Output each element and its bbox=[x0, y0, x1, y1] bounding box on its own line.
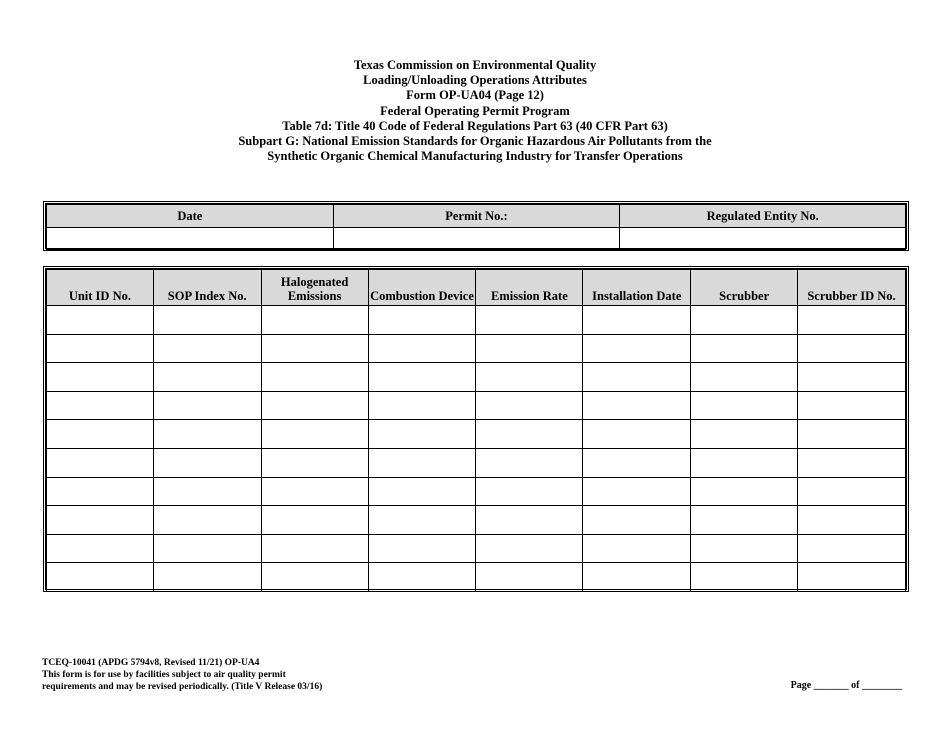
table-cell[interactable] bbox=[261, 534, 368, 563]
table-cell[interactable] bbox=[47, 534, 154, 563]
table-cell[interactable] bbox=[47, 363, 154, 392]
table-cell[interactable] bbox=[47, 563, 154, 592]
table-row bbox=[47, 534, 906, 563]
form-header bbox=[0, 58, 950, 164]
form-number: Form OP-UA04 (Page 12) bbox=[406, 88, 544, 103]
table-cell[interactable] bbox=[583, 506, 691, 535]
table-cell[interactable] bbox=[47, 334, 154, 363]
table-cell[interactable] bbox=[368, 420, 476, 449]
table-cell[interactable] bbox=[261, 420, 368, 449]
table-cell[interactable] bbox=[47, 391, 154, 420]
table-cell[interactable] bbox=[476, 448, 583, 477]
table-cell[interactable] bbox=[261, 563, 368, 592]
attributes-table bbox=[46, 269, 906, 592]
unit-id-header: Unit ID No. bbox=[47, 270, 154, 306]
table-row bbox=[47, 420, 906, 449]
table-cell[interactable] bbox=[368, 448, 476, 477]
table-cell[interactable] bbox=[153, 448, 261, 477]
permit-no-header: Permit No.: bbox=[333, 205, 620, 228]
table-cell[interactable] bbox=[476, 506, 583, 535]
table-cell[interactable] bbox=[476, 420, 583, 449]
table-cell[interactable] bbox=[476, 363, 583, 392]
table-cell[interactable] bbox=[153, 534, 261, 563]
table-cell[interactable] bbox=[261, 448, 368, 477]
table-cell[interactable] bbox=[798, 477, 906, 506]
table-cell[interactable] bbox=[583, 306, 691, 335]
table-cell[interactable] bbox=[798, 391, 906, 420]
table-cell[interactable] bbox=[798, 420, 906, 449]
table-cell[interactable] bbox=[368, 334, 476, 363]
form-id: TCEQ-10041 (APDG 5794v8, Revised 11/21) OP-UA4 bbox=[42, 658, 260, 668]
table-cell[interactable] bbox=[368, 363, 476, 392]
table-row bbox=[47, 506, 906, 535]
table-cell[interactable] bbox=[47, 477, 154, 506]
table-cell[interactable] bbox=[153, 563, 261, 592]
table-cell[interactable] bbox=[476, 306, 583, 335]
table-cell[interactable] bbox=[691, 334, 798, 363]
table-cell[interactable] bbox=[153, 477, 261, 506]
table-cell[interactable] bbox=[261, 306, 368, 335]
table-cell[interactable] bbox=[798, 334, 906, 363]
table-cell[interactable] bbox=[798, 506, 906, 535]
table-cell[interactable] bbox=[798, 306, 906, 335]
table-cell[interactable] bbox=[153, 420, 261, 449]
subpart-title-line1: Subpart G: National Emission Standards for Organic Hazardous Air Pollutants from the bbox=[238, 134, 712, 149]
table-cell[interactable] bbox=[261, 506, 368, 535]
table-cell[interactable] bbox=[47, 448, 154, 477]
table-cell[interactable] bbox=[368, 563, 476, 592]
table-cell[interactable] bbox=[691, 306, 798, 335]
table-title: Table 7d: Title 40 Code of Federal Regulations Part 63 (40 CFR Part 63) bbox=[282, 118, 668, 133]
regulated-entity-header: Regulated Entity No. bbox=[620, 205, 906, 228]
table-cell[interactable] bbox=[691, 506, 798, 535]
table-cell[interactable] bbox=[368, 477, 476, 506]
subpart-title-line2: Synthetic Organic Chemical Manufacturing Industry for Transfer Operations bbox=[267, 149, 683, 164]
date-header: Date bbox=[47, 205, 334, 228]
table-cell[interactable] bbox=[153, 506, 261, 535]
table-cell[interactable] bbox=[261, 334, 368, 363]
table-cell[interactable] bbox=[691, 477, 798, 506]
regulated-entity-field[interactable] bbox=[620, 228, 906, 250]
table-cell[interactable] bbox=[47, 306, 154, 335]
table-cell[interactable] bbox=[47, 506, 154, 535]
form-footer bbox=[42, 657, 322, 693]
table-cell[interactable] bbox=[583, 563, 691, 592]
table-row bbox=[47, 563, 906, 592]
table-cell[interactable] bbox=[476, 534, 583, 563]
form-revision-note: requirements and may be revised periodically. (Title V Release 03/16) bbox=[42, 682, 323, 692]
page-number: Page _______ of ________ bbox=[790, 680, 902, 691]
table-row bbox=[47, 448, 906, 477]
table-cell[interactable] bbox=[691, 363, 798, 392]
installation-date-header: Installation Date bbox=[583, 270, 691, 306]
table-cell[interactable] bbox=[153, 334, 261, 363]
date-field[interactable] bbox=[47, 228, 334, 250]
table-cell[interactable] bbox=[261, 391, 368, 420]
form-usage-note: This form is for use by facilities subject to air quality permit bbox=[42, 670, 286, 680]
table-cell[interactable] bbox=[798, 448, 906, 477]
table-cell[interactable] bbox=[368, 506, 476, 535]
permit-no-field[interactable] bbox=[333, 228, 620, 250]
table-row bbox=[47, 363, 906, 392]
table-cell[interactable] bbox=[261, 363, 368, 392]
table-cell[interactable] bbox=[368, 391, 476, 420]
table-row bbox=[47, 306, 906, 335]
table-cell[interactable] bbox=[476, 334, 583, 363]
scrubber-header: Scrubber bbox=[691, 270, 798, 306]
table-cell[interactable] bbox=[798, 363, 906, 392]
table-row bbox=[47, 334, 906, 363]
table-cell[interactable] bbox=[583, 391, 691, 420]
halogenated-emissions-header: Halogenated Emissions bbox=[261, 270, 368, 306]
table-cell[interactable] bbox=[476, 477, 583, 506]
combustion-device-header: Combustion Device bbox=[368, 270, 476, 306]
table-cell[interactable] bbox=[476, 563, 583, 592]
table-cell[interactable] bbox=[261, 477, 368, 506]
table-cell[interactable] bbox=[583, 334, 691, 363]
table-cell[interactable] bbox=[368, 306, 476, 335]
table-cell[interactable] bbox=[583, 534, 691, 563]
table-cell[interactable] bbox=[691, 420, 798, 449]
table-row bbox=[47, 477, 906, 506]
table-cell[interactable] bbox=[368, 534, 476, 563]
table-cell[interactable] bbox=[691, 563, 798, 592]
table-cell[interactable] bbox=[691, 391, 798, 420]
table-cell[interactable] bbox=[691, 534, 798, 563]
agency-title: Texas Commission on Environmental Quality bbox=[353, 58, 597, 72]
table-cell[interactable] bbox=[47, 420, 154, 449]
info-table bbox=[46, 204, 906, 250]
program-name: Federal Operating Permit Program bbox=[380, 103, 570, 118]
table-cell[interactable] bbox=[153, 391, 261, 420]
scrubber-id-header: Scrubber ID No. bbox=[798, 270, 906, 306]
table-row bbox=[47, 391, 906, 420]
table-cell[interactable] bbox=[583, 363, 691, 392]
table-cell[interactable] bbox=[153, 306, 261, 335]
table-cell[interactable] bbox=[798, 563, 906, 592]
form-subject: Loading/Unloading Operations Attributes bbox=[363, 73, 587, 88]
emission-rate-header: Emission Rate bbox=[476, 270, 583, 306]
table-cell[interactable] bbox=[153, 363, 261, 392]
table-cell[interactable] bbox=[476, 391, 583, 420]
table-cell[interactable] bbox=[583, 448, 691, 477]
table-cell[interactable] bbox=[583, 477, 691, 506]
sop-index-header: SOP Index No. bbox=[153, 270, 261, 306]
table-cell[interactable] bbox=[583, 420, 691, 449]
table-cell[interactable] bbox=[691, 448, 798, 477]
table-cell[interactable] bbox=[798, 534, 906, 563]
